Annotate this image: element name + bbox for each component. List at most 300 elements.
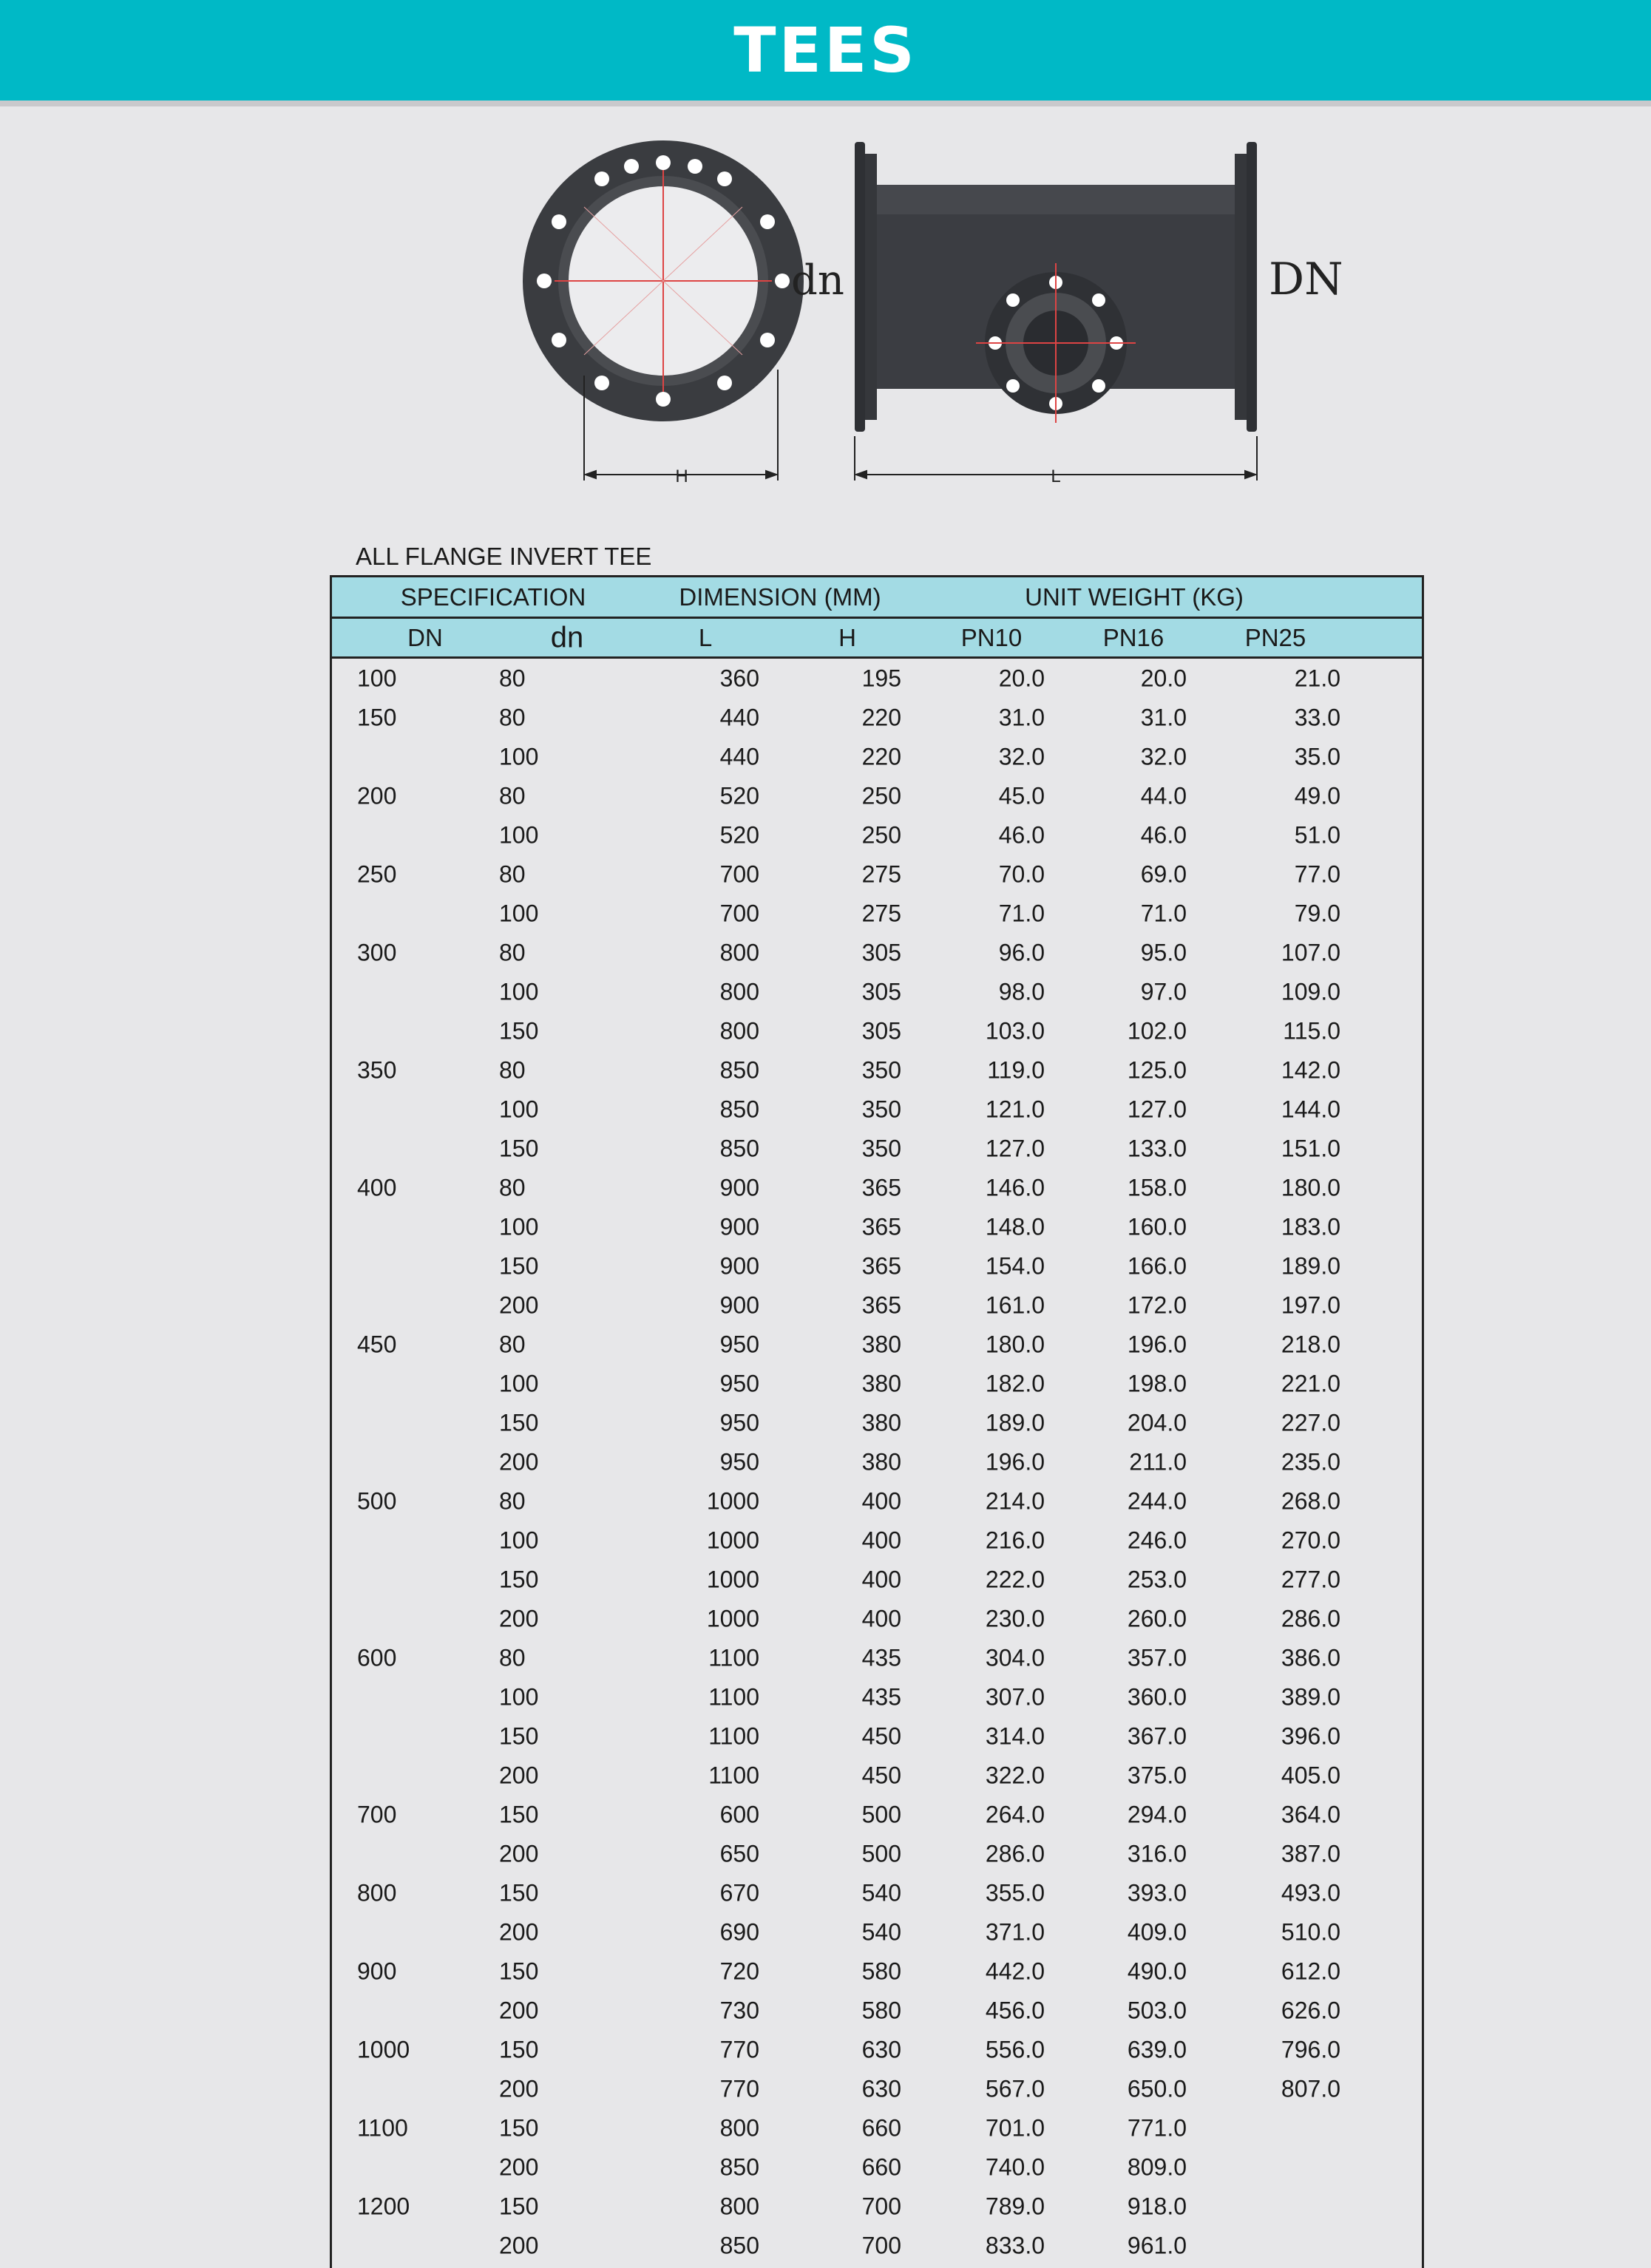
cell-pn10: 31.0 bbox=[998, 704, 1045, 730]
table-row bbox=[332, 933, 1422, 972]
cell-pn16: 198.0 bbox=[1127, 1370, 1187, 1396]
cell-pn10: 556.0 bbox=[985, 2036, 1045, 2062]
cell-pn25: 277.0 bbox=[1281, 1566, 1340, 1592]
col-header-outlet-dn: dn bbox=[550, 621, 584, 653]
table-row bbox=[332, 1481, 1422, 1521]
table-row bbox=[332, 1638, 1422, 1677]
cell-outlet-dn: 80 bbox=[499, 1056, 526, 1083]
cell-pn10: 567.0 bbox=[985, 2075, 1045, 2102]
col-header-dn: DN bbox=[407, 623, 443, 651]
cell-pn10: 307.0 bbox=[985, 1683, 1045, 1710]
cell-h: 350 bbox=[861, 1096, 901, 1122]
cell-h: 660 bbox=[861, 2153, 901, 2180]
cell-pn10: 196.0 bbox=[985, 1448, 1045, 1475]
cell-h: 380 bbox=[861, 1370, 901, 1396]
cell-pn25: 268.0 bbox=[1281, 1487, 1340, 1514]
group-header-specification: SPECIFICATION bbox=[400, 583, 586, 611]
cell-pn10: 789.0 bbox=[985, 2193, 1045, 2219]
cell-pn16: 46.0 bbox=[1140, 821, 1187, 848]
cell-pn10: 189.0 bbox=[985, 1409, 1045, 1436]
table-row bbox=[332, 1050, 1422, 1090]
cell-h: 365 bbox=[861, 1174, 901, 1201]
cell-l: 770 bbox=[719, 2075, 759, 2102]
cell-pn10: 456.0 bbox=[985, 1997, 1045, 2023]
cell-outlet-dn: 80 bbox=[499, 1331, 526, 1357]
table-row bbox=[332, 1286, 1422, 1325]
table-row bbox=[332, 1717, 1422, 1756]
table-row bbox=[332, 815, 1422, 855]
table-row bbox=[332, 1364, 1422, 1403]
cell-pn25: 79.0 bbox=[1294, 900, 1340, 926]
cell-h: 305 bbox=[861, 1017, 901, 1044]
cell-pn16: 393.0 bbox=[1127, 1879, 1187, 1906]
cell-h: 350 bbox=[861, 1135, 901, 1161]
cell-pn16: 771.0 bbox=[1127, 2114, 1187, 2141]
cell-pn25: 286.0 bbox=[1281, 1605, 1340, 1632]
cell-outlet-dn: 150 bbox=[499, 2193, 539, 2219]
table-row bbox=[332, 1912, 1422, 1952]
cell-h: 380 bbox=[861, 1448, 901, 1475]
cell-l: 1100 bbox=[708, 1644, 759, 1671]
cell-l: 950 bbox=[719, 1370, 759, 1396]
cell-pn16: 196.0 bbox=[1127, 1331, 1187, 1357]
cell-outlet-dn: 200 bbox=[499, 1997, 539, 2023]
l-dimension-label: L bbox=[1051, 466, 1061, 486]
cell-pn10: 222.0 bbox=[985, 1566, 1045, 1592]
cell-h: 250 bbox=[861, 782, 901, 809]
cell-pn25: 386.0 bbox=[1281, 1644, 1340, 1671]
cell-pn25: 77.0 bbox=[1294, 860, 1340, 887]
cell-h: 630 bbox=[861, 2075, 901, 2102]
cell-pn10: 214.0 bbox=[985, 1487, 1045, 1514]
cell-outlet-dn: 150 bbox=[499, 1879, 539, 1906]
cell-pn10: 161.0 bbox=[985, 1291, 1045, 1318]
cell-l: 800 bbox=[719, 939, 759, 965]
cell-pn10: 148.0 bbox=[985, 1213, 1045, 1240]
cell-l: 520 bbox=[719, 821, 759, 848]
cell-dn: 250 bbox=[357, 860, 397, 887]
table-row bbox=[332, 776, 1422, 815]
cell-outlet-dn: 100 bbox=[499, 1683, 539, 1710]
cell-pn10: 154.0 bbox=[985, 1252, 1045, 1279]
table-row bbox=[332, 1756, 1422, 1795]
cell-pn25: 221.0 bbox=[1281, 1370, 1340, 1396]
cell-pn16: 244.0 bbox=[1127, 1487, 1187, 1514]
cell-pn10: 442.0 bbox=[985, 1958, 1045, 1984]
cell-pn10: 182.0 bbox=[985, 1370, 1045, 1396]
cell-l: 600 bbox=[719, 1801, 759, 1827]
cell-l: 670 bbox=[719, 1879, 759, 1906]
table-row bbox=[332, 1442, 1422, 1481]
table-row bbox=[332, 1246, 1422, 1286]
table-row bbox=[332, 1599, 1422, 1638]
cell-dn: 1200 bbox=[357, 2193, 410, 2219]
cell-l: 950 bbox=[719, 1409, 759, 1436]
cell-pn16: 32.0 bbox=[1140, 743, 1187, 770]
cell-l: 690 bbox=[719, 1918, 759, 1945]
table-row bbox=[332, 1011, 1422, 1050]
table-row bbox=[332, 1795, 1422, 1834]
cell-pn16: 95.0 bbox=[1140, 939, 1187, 965]
h-dimension-label: H bbox=[675, 466, 688, 486]
cell-pn16: 409.0 bbox=[1127, 1918, 1187, 1945]
cell-pn16: 172.0 bbox=[1127, 1291, 1187, 1318]
col-header-pn25: PN25 bbox=[1244, 623, 1306, 651]
cell-pn25: 227.0 bbox=[1281, 1409, 1340, 1436]
cell-h: 660 bbox=[861, 2114, 901, 2141]
cell-dn: 150 bbox=[357, 704, 397, 730]
cell-h: 365 bbox=[861, 1252, 901, 1279]
cell-pn16: 20.0 bbox=[1140, 665, 1187, 691]
cell-pn25: 107.0 bbox=[1281, 939, 1340, 965]
cell-pn25: 151.0 bbox=[1281, 1135, 1340, 1161]
cell-pn16: 253.0 bbox=[1127, 1566, 1187, 1592]
cell-pn25: 49.0 bbox=[1294, 782, 1340, 809]
cell-pn25: 218.0 bbox=[1281, 1331, 1340, 1357]
cell-outlet-dn: 150 bbox=[499, 1722, 539, 1749]
cell-l: 800 bbox=[719, 978, 759, 1005]
cell-h: 540 bbox=[861, 1918, 901, 1945]
cell-dn: 100 bbox=[357, 665, 397, 691]
cell-outlet-dn: 80 bbox=[499, 1644, 526, 1671]
cell-pn10: 46.0 bbox=[998, 821, 1045, 848]
cell-h: 220 bbox=[861, 743, 901, 770]
cell-outlet-dn: 200 bbox=[499, 1448, 539, 1475]
cell-pn25: 180.0 bbox=[1281, 1174, 1340, 1201]
outlet-size-label: dn bbox=[791, 257, 844, 305]
cell-pn16: 639.0 bbox=[1127, 2036, 1187, 2062]
cell-outlet-dn: 150 bbox=[499, 1958, 539, 1984]
cell-h: 400 bbox=[861, 1487, 901, 1514]
cell-h: 500 bbox=[861, 1840, 901, 1867]
cell-pn16: 260.0 bbox=[1127, 1605, 1187, 1632]
table-row bbox=[332, 1168, 1422, 1207]
cell-outlet-dn: 80 bbox=[499, 704, 526, 730]
cell-h: 435 bbox=[861, 1644, 901, 1671]
table-row bbox=[332, 2226, 1422, 2265]
cell-outlet-dn: 200 bbox=[499, 1605, 539, 1632]
cell-pn16: 125.0 bbox=[1127, 1056, 1187, 1083]
cell-outlet-dn: 80 bbox=[499, 665, 526, 691]
cell-pn10: 20.0 bbox=[998, 665, 1045, 691]
cell-outlet-dn: 80 bbox=[499, 782, 526, 809]
cell-pn25: 35.0 bbox=[1294, 743, 1340, 770]
table-row bbox=[332, 1834, 1422, 1873]
cell-outlet-dn: 200 bbox=[499, 1840, 539, 1867]
cell-dn: 400 bbox=[357, 1174, 397, 1201]
cell-pn16: 160.0 bbox=[1127, 1213, 1187, 1240]
cell-pn25: 21.0 bbox=[1294, 665, 1340, 691]
cell-pn25: 364.0 bbox=[1281, 1801, 1340, 1827]
cell-h: 630 bbox=[861, 2036, 901, 2062]
cell-h: 350 bbox=[861, 1056, 901, 1083]
cell-outlet-dn: 150 bbox=[499, 1017, 539, 1044]
table-group-header bbox=[332, 577, 1422, 619]
cell-outlet-dn: 80 bbox=[499, 860, 526, 887]
cell-dn: 1100 bbox=[357, 2114, 408, 2141]
cell-l: 900 bbox=[719, 1291, 759, 1318]
cell-h: 365 bbox=[861, 1291, 901, 1318]
col-header-h: H bbox=[838, 623, 856, 651]
cell-pn10: 314.0 bbox=[985, 1722, 1045, 1749]
cell-pn10: 121.0 bbox=[985, 1096, 1045, 1122]
cell-h: 220 bbox=[861, 704, 901, 730]
cell-pn10: 32.0 bbox=[998, 743, 1045, 770]
cell-pn10: 146.0 bbox=[985, 1174, 1045, 1201]
cell-pn10: 740.0 bbox=[985, 2153, 1045, 2180]
cell-pn10: 701.0 bbox=[985, 2114, 1045, 2141]
cell-l: 850 bbox=[719, 2232, 759, 2258]
cell-h: 435 bbox=[861, 1683, 901, 1710]
table-row bbox=[332, 698, 1422, 737]
cell-l: 900 bbox=[719, 1252, 759, 1279]
cell-l: 700 bbox=[719, 900, 759, 926]
table-row bbox=[332, 1677, 1422, 1717]
cell-pn16: 158.0 bbox=[1127, 1174, 1187, 1201]
side-view-drawing bbox=[855, 142, 1257, 432]
cell-l: 1000 bbox=[706, 1527, 759, 1553]
cell-pn25: 189.0 bbox=[1281, 1252, 1340, 1279]
table-row bbox=[332, 1207, 1422, 1246]
cell-pn10: 70.0 bbox=[998, 860, 1045, 887]
cell-outlet-dn: 150 bbox=[499, 2114, 539, 2141]
cell-h: 195 bbox=[861, 665, 901, 691]
table-row bbox=[332, 1952, 1422, 1991]
cell-l: 440 bbox=[719, 743, 759, 770]
tee-drawing bbox=[414, 133, 1343, 488]
cell-outlet-dn: 150 bbox=[499, 1135, 539, 1161]
main-size-label: DN bbox=[1269, 254, 1343, 305]
cell-l: 950 bbox=[719, 1448, 759, 1475]
cell-outlet-dn: 150 bbox=[499, 1801, 539, 1827]
cell-l: 1100 bbox=[708, 1762, 759, 1788]
table-row bbox=[332, 1403, 1422, 1442]
cell-outlet-dn: 80 bbox=[499, 939, 526, 965]
cell-pn10: 286.0 bbox=[985, 1840, 1045, 1867]
table-row bbox=[332, 1325, 1422, 1364]
cell-pn25: 796.0 bbox=[1281, 2036, 1340, 2062]
table-row bbox=[332, 737, 1422, 776]
cell-outlet-dn: 150 bbox=[499, 1409, 539, 1436]
cell-h: 380 bbox=[861, 1409, 901, 1436]
cell-pn10: 127.0 bbox=[985, 1135, 1045, 1161]
cell-h: 580 bbox=[861, 1997, 901, 2023]
dimensions-table bbox=[330, 575, 1424, 2268]
cell-l: 850 bbox=[719, 1056, 759, 1083]
cell-outlet-dn: 200 bbox=[499, 1762, 539, 1788]
cell-dn: 450 bbox=[357, 1331, 397, 1357]
cell-pn16: 102.0 bbox=[1127, 1017, 1187, 1044]
cell-outlet-dn: 100 bbox=[499, 900, 539, 926]
cell-outlet-dn: 200 bbox=[499, 1291, 539, 1318]
cell-h: 275 bbox=[861, 860, 901, 887]
cell-pn16: 246.0 bbox=[1127, 1527, 1187, 1553]
cell-l: 900 bbox=[719, 1174, 759, 1201]
cell-l: 1000 bbox=[706, 1566, 759, 1592]
cell-h: 540 bbox=[861, 1879, 901, 1906]
cell-h: 700 bbox=[861, 2232, 901, 2258]
cell-outlet-dn: 200 bbox=[499, 2075, 539, 2102]
cell-l: 720 bbox=[719, 1958, 759, 1984]
cell-outlet-dn: 200 bbox=[499, 1918, 539, 1945]
cell-pn16: 809.0 bbox=[1127, 2153, 1187, 2180]
table-row bbox=[332, 2069, 1422, 2108]
cell-pn16: 166.0 bbox=[1127, 1252, 1187, 1279]
cell-l: 1000 bbox=[706, 1605, 759, 1632]
cell-dn: 200 bbox=[357, 782, 397, 809]
cell-l: 730 bbox=[719, 1997, 759, 2023]
cell-outlet-dn: 100 bbox=[499, 1213, 539, 1240]
cell-l: 650 bbox=[719, 1840, 759, 1867]
cell-pn10: 371.0 bbox=[985, 1918, 1045, 1945]
cell-pn16: 490.0 bbox=[1127, 1958, 1187, 1984]
cell-outlet-dn: 80 bbox=[499, 1174, 526, 1201]
cell-dn: 300 bbox=[357, 939, 397, 965]
table-row bbox=[332, 855, 1422, 894]
cell-pn25: 144.0 bbox=[1281, 1096, 1340, 1122]
cell-pn16: 71.0 bbox=[1140, 900, 1187, 926]
table-row bbox=[332, 2108, 1422, 2148]
cell-pn10: 833.0 bbox=[985, 2232, 1045, 2258]
cell-pn16: 127.0 bbox=[1127, 1096, 1187, 1122]
cell-dn: 600 bbox=[357, 1644, 397, 1671]
cell-h: 700 bbox=[861, 2193, 901, 2219]
group-header-unit-weight: UNIT WEIGHT (KG) bbox=[1025, 583, 1244, 611]
cell-outlet-dn: 150 bbox=[499, 1252, 539, 1279]
cell-l: 520 bbox=[719, 782, 759, 809]
col-header-pn16: PN16 bbox=[1102, 623, 1164, 651]
cell-pn25: 626.0 bbox=[1281, 1997, 1340, 2023]
cell-pn10: 322.0 bbox=[985, 1762, 1045, 1788]
cell-pn10: 264.0 bbox=[985, 1801, 1045, 1827]
cell-pn16: 375.0 bbox=[1127, 1762, 1187, 1788]
table-row bbox=[332, 1129, 1422, 1168]
table-row bbox=[332, 2030, 1422, 2069]
end-view-drawing bbox=[523, 140, 804, 421]
cell-outlet-dn: 100 bbox=[499, 978, 539, 1005]
group-header-dimension: DIMENSION (MM) bbox=[679, 583, 881, 611]
cell-pn10: 103.0 bbox=[985, 1017, 1045, 1044]
cell-outlet-dn: 100 bbox=[499, 821, 539, 848]
cell-h: 305 bbox=[861, 939, 901, 965]
cell-pn16: 44.0 bbox=[1140, 782, 1187, 809]
cell-pn10: 355.0 bbox=[985, 1879, 1045, 1906]
cell-pn16: 918.0 bbox=[1127, 2193, 1187, 2219]
cell-pn25: 612.0 bbox=[1281, 1958, 1340, 1984]
cell-pn25: 183.0 bbox=[1281, 1213, 1340, 1240]
table-row bbox=[332, 1991, 1422, 2030]
cell-pn10: 119.0 bbox=[987, 1056, 1045, 1083]
cell-outlet-dn: 100 bbox=[499, 743, 539, 770]
cell-pn25: 197.0 bbox=[1281, 1291, 1340, 1318]
col-header-pn10: PN10 bbox=[960, 623, 1023, 651]
cell-h: 250 bbox=[861, 821, 901, 848]
cell-l: 850 bbox=[719, 1135, 759, 1161]
cell-dn: 700 bbox=[357, 1801, 397, 1827]
cell-l: 800 bbox=[719, 2193, 759, 2219]
cell-h: 500 bbox=[861, 1801, 901, 1827]
cell-pn10: 71.0 bbox=[998, 900, 1045, 926]
cell-pn25: 493.0 bbox=[1281, 1879, 1340, 1906]
cell-pn25: 235.0 bbox=[1281, 1448, 1340, 1475]
cell-pn16: 961.0 bbox=[1127, 2232, 1187, 2258]
cell-l: 950 bbox=[719, 1331, 759, 1357]
cell-outlet-dn: 100 bbox=[499, 1096, 539, 1122]
cell-pn16: 357.0 bbox=[1127, 1644, 1187, 1671]
col-header-l: L bbox=[698, 623, 713, 651]
cell-pn25: 115.0 bbox=[1283, 1017, 1340, 1044]
cell-pn10: 96.0 bbox=[998, 939, 1045, 965]
cell-h: 275 bbox=[861, 900, 901, 926]
cell-l: 1100 bbox=[708, 1683, 759, 1710]
cell-outlet-dn: 150 bbox=[499, 1566, 539, 1592]
cell-outlet-dn: 150 bbox=[499, 2036, 539, 2062]
cell-pn25: 396.0 bbox=[1281, 1722, 1340, 1749]
cell-outlet-dn: 80 bbox=[499, 1487, 526, 1514]
table-row bbox=[332, 972, 1422, 1011]
cell-h: 450 bbox=[861, 1762, 901, 1788]
table-column-header bbox=[332, 619, 1422, 659]
table-row bbox=[332, 1521, 1422, 1560]
cell-h: 380 bbox=[861, 1331, 901, 1357]
cell-l: 440 bbox=[719, 704, 759, 730]
cell-dn: 1000 bbox=[357, 2036, 410, 2062]
table-row bbox=[332, 1090, 1422, 1129]
cell-dn: 500 bbox=[357, 1487, 397, 1514]
cell-outlet-dn: 200 bbox=[499, 2153, 539, 2180]
cell-pn16: 204.0 bbox=[1127, 1409, 1187, 1436]
cell-pn16: 133.0 bbox=[1127, 1135, 1187, 1161]
cell-pn10: 216.0 bbox=[985, 1527, 1045, 1553]
cell-outlet-dn: 100 bbox=[499, 1370, 539, 1396]
table-row bbox=[332, 1560, 1422, 1599]
cell-pn25: 33.0 bbox=[1294, 704, 1340, 730]
cell-l: 770 bbox=[719, 2036, 759, 2062]
cell-pn16: 211.0 bbox=[1129, 1448, 1187, 1475]
table-row bbox=[332, 659, 1422, 698]
cell-pn10: 45.0 bbox=[998, 782, 1045, 809]
cell-h: 580 bbox=[861, 1958, 901, 1984]
cell-pn16: 316.0 bbox=[1127, 1840, 1187, 1867]
cell-h: 305 bbox=[861, 978, 901, 1005]
cell-h: 400 bbox=[861, 1527, 901, 1553]
cell-pn10: 304.0 bbox=[985, 1644, 1045, 1671]
cell-pn25: 387.0 bbox=[1281, 1840, 1340, 1867]
cell-pn25: 389.0 bbox=[1281, 1683, 1340, 1710]
cell-pn16: 650.0 bbox=[1127, 2075, 1187, 2102]
cell-pn25: 510.0 bbox=[1281, 1918, 1340, 1945]
cell-pn25: 807.0 bbox=[1281, 2075, 1340, 2102]
table-row bbox=[332, 894, 1422, 933]
cell-l: 800 bbox=[719, 1017, 759, 1044]
page-title: TEES bbox=[733, 14, 918, 86]
cell-pn25: 142.0 bbox=[1281, 1056, 1340, 1083]
cell-l: 360 bbox=[719, 665, 759, 691]
cell-pn16: 367.0 bbox=[1127, 1722, 1187, 1749]
cell-h: 450 bbox=[861, 1722, 901, 1749]
title-banner bbox=[0, 0, 1651, 106]
cell-pn25: 109.0 bbox=[1281, 978, 1340, 1005]
table-title: ALL FLANGE INVERT TEE bbox=[356, 543, 652, 570]
cell-pn16: 294.0 bbox=[1127, 1801, 1187, 1827]
cell-dn: 800 bbox=[357, 1879, 397, 1906]
table-row bbox=[332, 1873, 1422, 1912]
table-row bbox=[332, 2187, 1422, 2226]
cell-pn25: 270.0 bbox=[1281, 1527, 1340, 1553]
cell-pn10: 230.0 bbox=[985, 1605, 1045, 1632]
cell-l: 700 bbox=[719, 860, 759, 887]
cell-l: 850 bbox=[719, 1096, 759, 1122]
